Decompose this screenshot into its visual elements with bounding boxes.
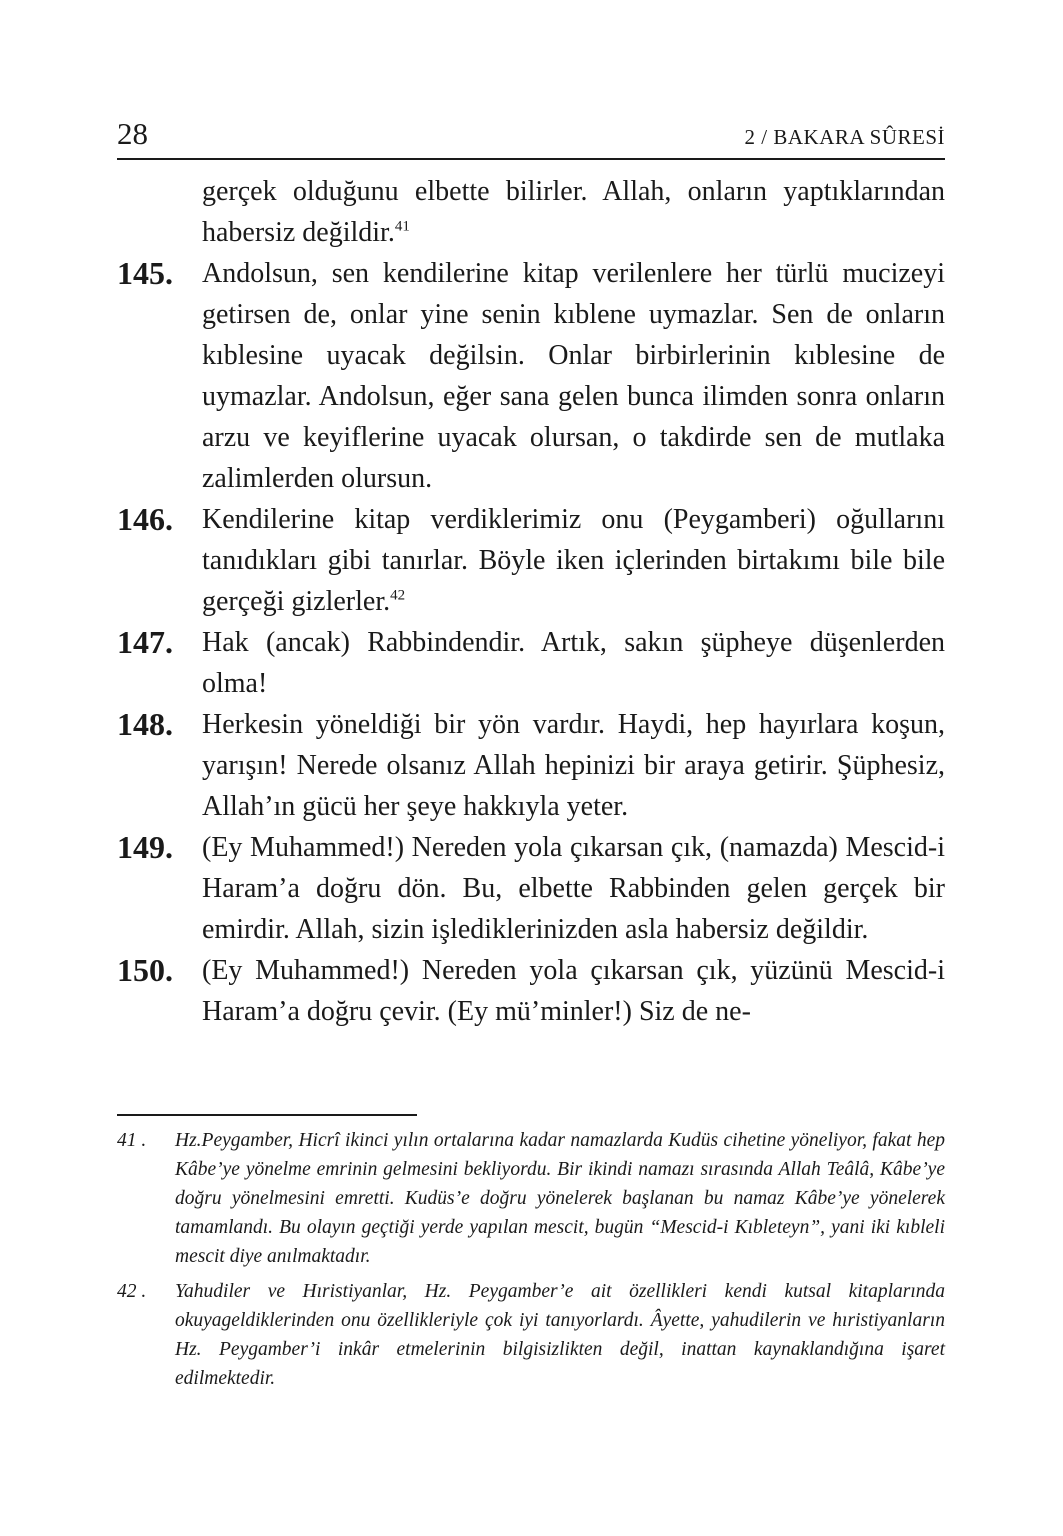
verse-number: 146. [117, 501, 173, 537]
footnote-number: 41 . [117, 1130, 147, 1151]
footnote [117, 1126, 945, 1271]
footnote-ref: 42 [390, 587, 406, 604]
verse-number: 145. [117, 255, 173, 291]
verse-number: 149. [117, 829, 173, 865]
footnote [117, 1277, 945, 1393]
continuation-text: gerçek olduğunu elbette bilirler. Allah, onların yaptıklarından habersiz değildir. [202, 176, 945, 248]
verse-text-content: (Ey Muhammed!) Nereden yola çıkarsan çık, yüzünü Mescid-i Haram’a doğru çevir. (Ey mü’minler!) Siz de ne- [202, 955, 945, 1027]
footnote-number: 42 . [117, 1281, 147, 1302]
verse-text [202, 950, 945, 1032]
verse [117, 253, 945, 499]
verse [117, 704, 945, 827]
verse-text [202, 704, 945, 827]
footnote-text: Yahudiler ve Hıristiyanlar, Hz. Peygamber’e ait özellikleri kendi kutsal kitaplarında okuyageldiklerinden onu özellikleriyle çok iyi tanıyorlardı. Âyette, yahudilerin ve hıristiyanların Hz. Peygamber’i inkâr etmelerinin bilgisizlikten değil, inattan kaynaklandığına işaret edilmektedir. [175, 1281, 945, 1389]
verse-text-content: (Ey Muhammed!) Nereden yola çıkarsan çık, (namazda) Mescid-i Haram’a doğru dön. Bu, elbette Rabbinden gelen gerçek bir emirdir. Allah, sizin işlediklerinizden asla habersiz değildir. [202, 832, 945, 945]
verse-number: 147. [117, 624, 173, 660]
verse-text-content: Herkesin yöneldiği bir yön vardır. Haydi, hep hayırlara koşun, yarışın! Nerede olsanız Allah hepinizi bir araya getirir. Şüphesiz, Allah’ın gücü her şeye hakkıyla yeter. [202, 709, 945, 822]
continuation-paragraph [202, 171, 945, 253]
verse-body [117, 171, 945, 1032]
verse-text-content: Kendilerine kitap verdiklerimiz onu (Peygamberi) oğullarını tanıdıkları gibi tanırlar. Böyle iken içlerinden birtakımı bile bile gerçeği gizlerler. [202, 504, 945, 617]
verse [117, 950, 945, 1032]
verse-text [202, 499, 945, 622]
page-number: 28 [117, 116, 148, 151]
verse-number: 148. [117, 706, 173, 742]
verse [117, 827, 945, 950]
footnote-divider [117, 1114, 417, 1116]
footnote-ref: 41 [394, 218, 410, 235]
verse [117, 499, 945, 622]
verse-text [202, 253, 945, 499]
footnote-text: Hz.Peygamber, Hicrî ikinci yılın ortalarına kadar namazlarda Kudüs cihetine yöneliyor, fakat hep Kâbe’ye yönelme emrinin gelmesini bekliyordu. Bir ikindi namazı sırasında Allah Teâlâ, Kâbe’ye doğru yönelmesini emretti. Kudüs’e doğru yönelerek başlanan bu namaz Kâbe’ye yönelerek tamamlandı. Bu olayın geçtiği yerde yapılan mescit, bugün “Mescid-i Kıbleteyn”, yani iki kıbleli mescit diye anılmaktadır. [175, 1130, 945, 1267]
verse [117, 622, 945, 704]
page-header [117, 118, 945, 160]
verse-text [202, 622, 945, 704]
verse-number: 150. [117, 952, 173, 988]
footnotes [117, 1126, 945, 1399]
verse-text [202, 827, 945, 950]
verse-text-content: Andolsun, sen kendilerine kitap verilenlere her türlü mucizeyi getirsen de, onlar yine senin kıblene uymazlar. Sen de onların kıblesine uyacak değilsin. Onlar birbirlerinin kıblesine de uymazlar. Andolsun, eğer sana gelen bunca ilimden sonra onların arzu ve keyiflerine uyacak olursan, o takdirde sen de mutlaka zalimlerden olursun. [202, 258, 945, 494]
verse-text-content: Hak (ancak) Rabbindendir. Artık, sakın şüpheye düşenlerden olma! [202, 627, 945, 699]
running-head: 2 / BAKARA SÛRESİ [744, 125, 945, 149]
